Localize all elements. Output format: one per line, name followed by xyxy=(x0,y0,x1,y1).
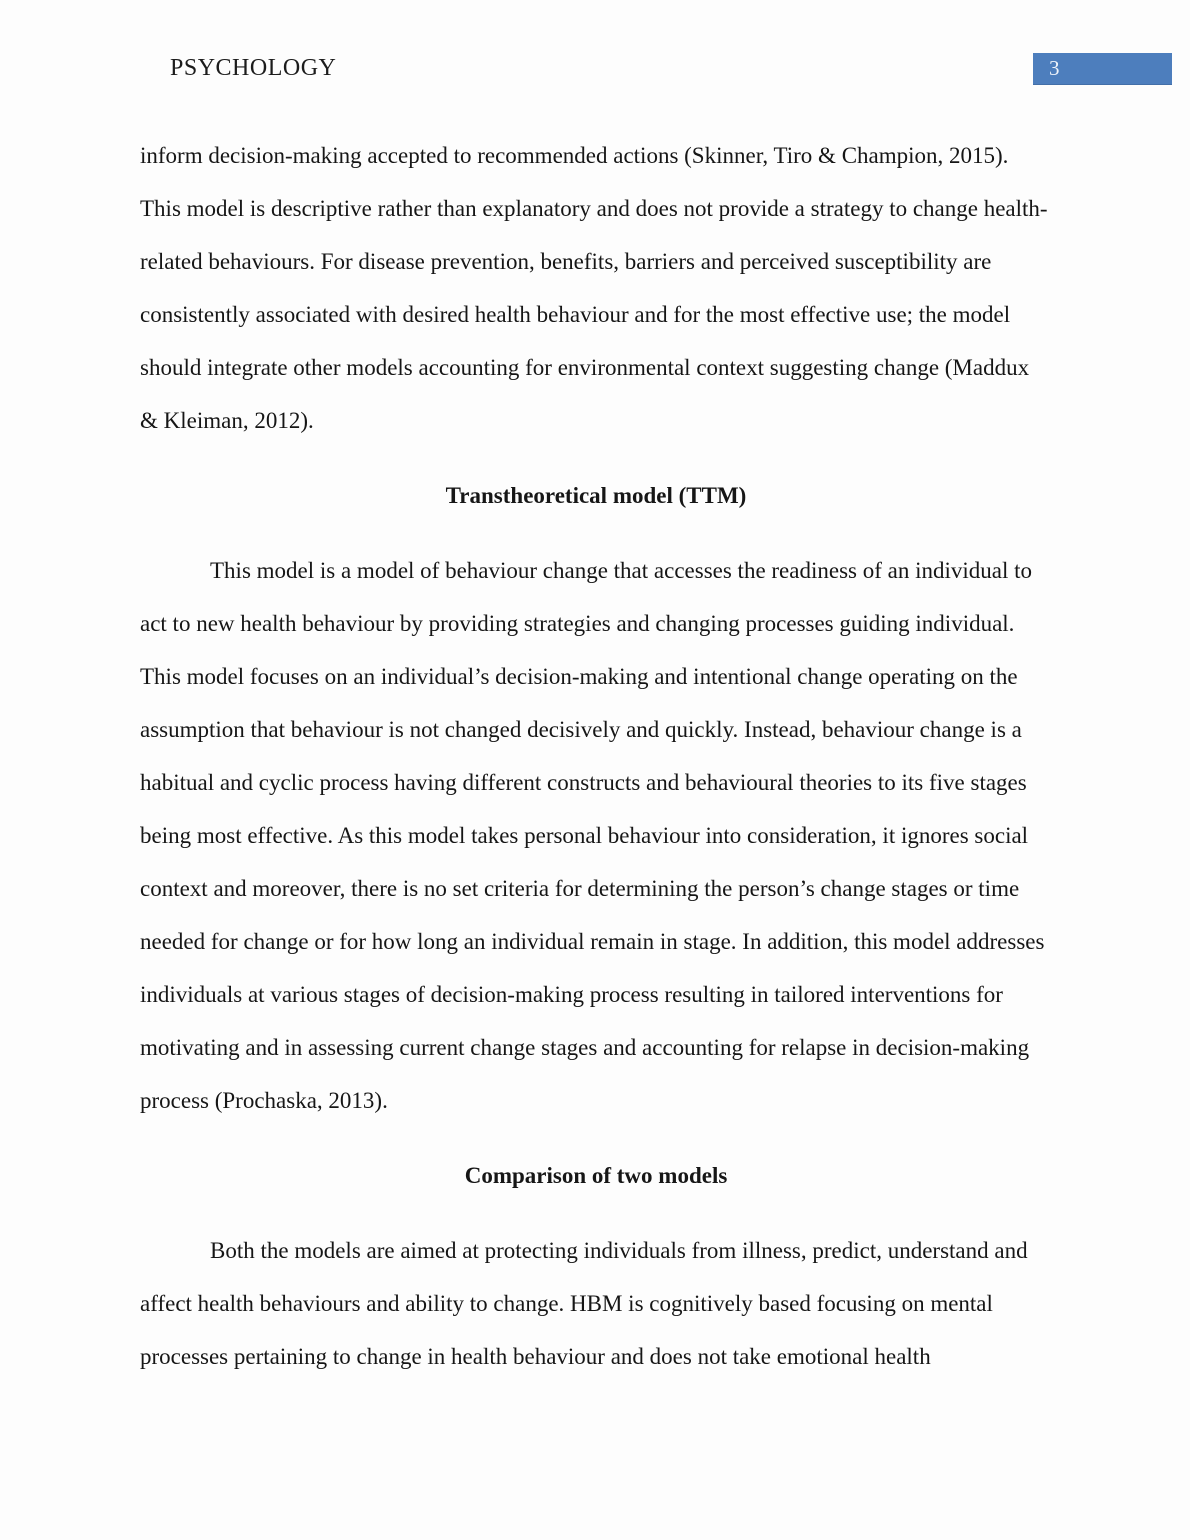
paragraph-models-comparison: Both the models are aimed at protecting individuals from illness, predict, understand and affect health behaviours and ability to change. HBM is cognitively based focusing on mental processes pertaining to change in health behaviour and does not take emotional health xyxy=(140,1238,1028,1369)
paragraph-ttm-description: This model is a model of behaviour change that accesses the readiness of an individual to act to new health behaviour by providing strategies and changing processes guiding individual. This model focuses on an individual’s decision-making and intentional change operating on the assumption that behaviour is not changed decisively and quickly. Instead, behaviour change is a habitual and cyclic process having different constructs and behavioural theories to its five stages being most effective. As this model takes personal behaviour into consideration, it ignores social context and moreover, there is no set criteria for determining the person’s change stages or time needed for change or for how long an individual remain in stage. In addition, this model addresses individuals at various stages of decision-making process resulting in tailored interventions for motivating and in assessing current change stages and accounting for relapse in decision-making process (Prochaska, 2013). xyxy=(140,558,1045,1113)
section-heading-ttm: Transtheoretical model (TTM) xyxy=(445,483,747,508)
document-body xyxy=(140,129,1052,1383)
section-heading-comparison: Comparison of two models xyxy=(464,1163,728,1188)
page-number-badge xyxy=(1033,53,1172,85)
page-number: 3 xyxy=(1049,56,1060,80)
running-head: PSYCHOLOGY xyxy=(170,55,337,81)
paragraph-hbm-limitations: inform decision-making accepted to recommended actions (Skinner, Tiro & Champion, 2015). This model is descriptive rather than explanatory and does not provide a strategy to change health-related behaviours. For disease prevention, benefits, barriers and perceived susceptibility are consistently associated with desired health behaviour and for the most effective use; the model should integrate other models accounting for environmental context suggesting change (Maddux & Kleiman, 2012). xyxy=(140,143,1048,433)
